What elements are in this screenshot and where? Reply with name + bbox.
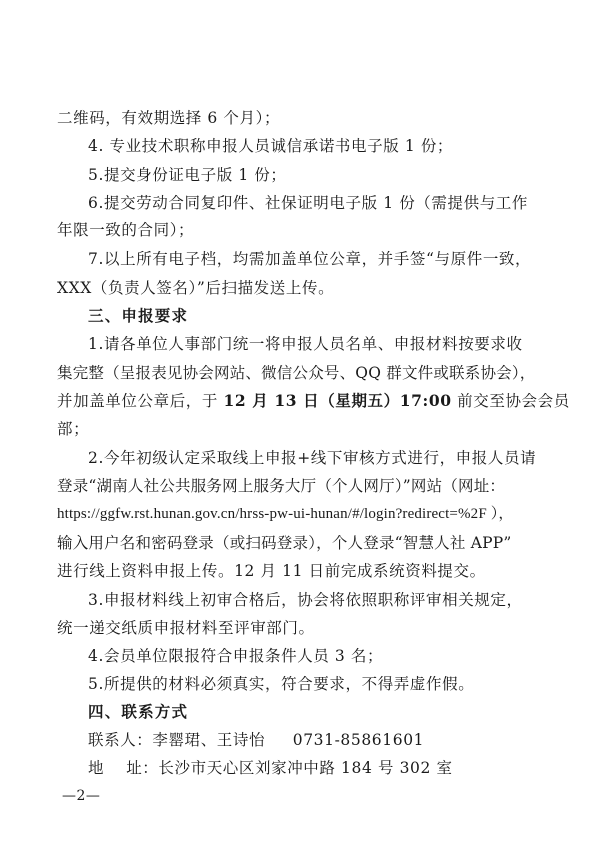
text-line: XXX（负责人签名）”后扫描发送上传。	[57, 279, 335, 297]
url-line: https://ggfw.rst.hunan.gov.cn/hrss-pw-ui-hunan/#/login?redirect=%2F ），	[57, 506, 514, 522]
text-line: 6.提交劳动合同复印件、社保证明电子版 1 份（需提供与工作	[88, 194, 529, 212]
text-line: 年限一致的合同）；	[57, 221, 195, 239]
section-heading: 三、申报要求	[88, 307, 189, 325]
address-line: 地 址：长沙市天心区刘家冲中路 184 号 302 室	[88, 759, 453, 777]
text-line: 登录“湖南人社公共服务网上服务大厅（个人网厅）”网站（网址：	[57, 477, 506, 495]
text-line: 3.申报材料线上初审合格后，协会将依照职称评审相关规定，	[88, 591, 523, 609]
text-line: 5.所提供的材料必须真实，符合要求，不得弄虚作假。	[88, 675, 475, 693]
text-span: 并加盖单位公章后，于	[57, 392, 224, 410]
text-line: 进行线上资料申报上传。12 月 11 日前完成系统资料提交。	[57, 562, 486, 580]
contact-line: 联系人：李罂珺、王诗怡 0731-85861601	[88, 731, 425, 749]
text-line: 5.提交身份证电子版 1 份；	[88, 166, 287, 184]
section-heading: 四、联系方式	[88, 703, 189, 721]
text-line: 4.会员单位限报符合申报条件人员 3 名；	[88, 647, 384, 665]
text-line: 4. 专业技术职称申报人员诚信承诺书电子版 1 份；	[88, 137, 454, 155]
text-span: 前交至协会会员	[451, 392, 570, 410]
text-line: 集完整（呈报表见协会网站、微信公众号、QQ 群文件或联系协会），	[57, 364, 536, 382]
page-number: —2—	[62, 788, 101, 804]
text-line: 7.以上所有电子档，均需加盖单位公章，并手签“与原件一致，	[88, 250, 532, 268]
text-line: 统一递交纸质申报材料至评审部门。	[57, 619, 315, 637]
text-line: 二维码，有效期选择 6 个月）；	[57, 109, 281, 127]
text-line: 输入用户名和密码登录（或扫码登录），个人登录“智慧人社 APP”	[57, 534, 512, 552]
deadline-text: 12 月 13 日（星期五）17:00	[223, 391, 452, 410]
text-line: 2.今年初级认定采取线上申报+线下审核方式进行，申报人员请	[88, 449, 537, 467]
text-line: 1.请各单位人事部门统一将申报人员名单、申报材料按要求收	[88, 335, 523, 353]
text-line: 部；	[57, 420, 90, 438]
text-line	[0, 391, 600, 411]
